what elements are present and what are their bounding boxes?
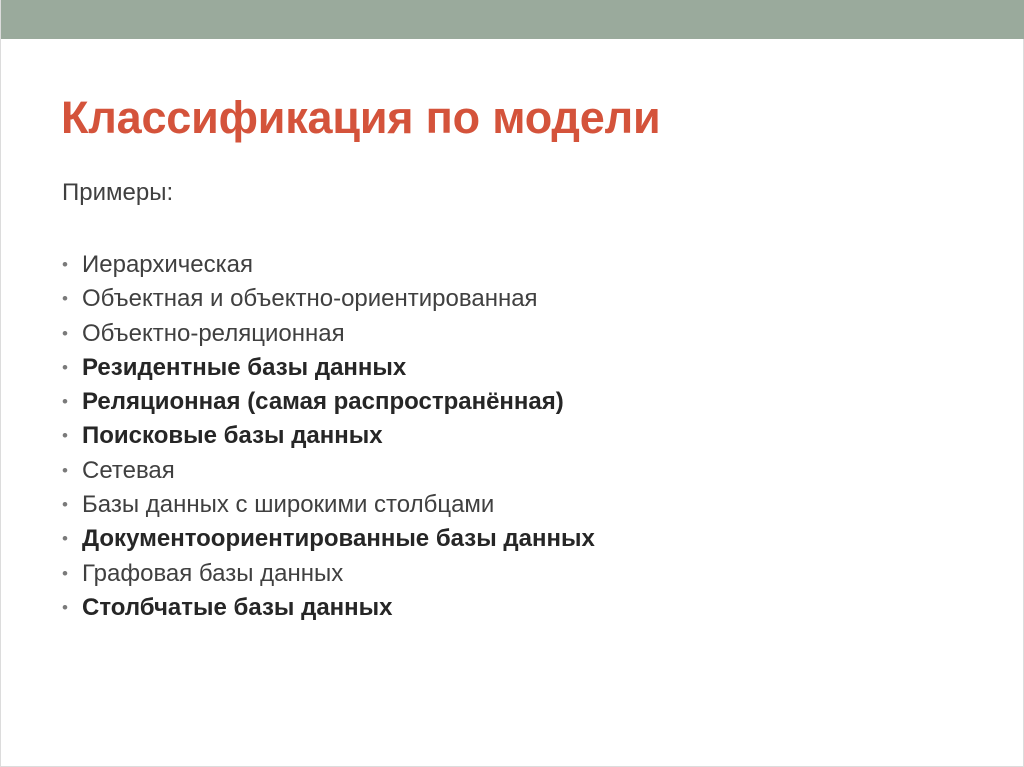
bullet-dot-icon: • <box>62 426 68 446</box>
bullet-item <box>62 454 595 488</box>
bullet-item-label: Графовая базы данных <box>82 559 344 587</box>
bullet-dot-icon: • <box>62 563 68 583</box>
bullet-item <box>62 557 595 591</box>
slide-subtitle: Примеры: <box>62 179 174 206</box>
bullet-dot-icon: • <box>62 392 68 412</box>
bullet-item-label: Столбчатые базы данных <box>82 593 393 621</box>
bullet-item <box>62 248 595 282</box>
bullet-item <box>62 317 595 351</box>
bullet-dot-icon: • <box>62 529 68 549</box>
bullet-item <box>62 419 595 453</box>
bullet-item <box>62 282 595 316</box>
bullet-dot-icon: • <box>62 597 68 617</box>
bullet-dot-icon: • <box>62 460 68 480</box>
bullet-item-label: Документоориентированные базы данных <box>82 525 595 553</box>
bullet-item <box>62 591 595 625</box>
bullet-item-label: Сетевая <box>82 456 175 484</box>
bullet-dot-icon: • <box>62 323 68 343</box>
bullet-item-label: Поисковые базы данных <box>82 422 383 450</box>
bullet-item <box>62 488 595 522</box>
bullet-item <box>62 522 595 556</box>
bullet-dot-icon: • <box>62 357 68 377</box>
bullet-dot-icon: • <box>62 495 68 515</box>
bullet-item-label: Реляционная (самая распространённая) <box>82 388 564 416</box>
bullet-list <box>62 248 595 625</box>
bullet-item-label: Объектно-реляционная <box>82 319 345 347</box>
top-accent-bar <box>1 0 1024 39</box>
bullet-item-label: Иерархическая <box>82 251 253 278</box>
bullet-item-label: Базы данных с широкими столбцами <box>82 491 495 519</box>
bullet-item <box>62 385 595 419</box>
bullet-item-label: Резидентные базы данных <box>82 353 407 381</box>
bullet-dot-icon: • <box>62 255 68 274</box>
bullet-dot-icon: • <box>62 289 68 309</box>
bullet-item <box>62 351 595 385</box>
bullet-item-label: Объектная и объектно-ориентированная <box>82 285 538 313</box>
slide-title: Классификация по модели <box>61 92 661 143</box>
